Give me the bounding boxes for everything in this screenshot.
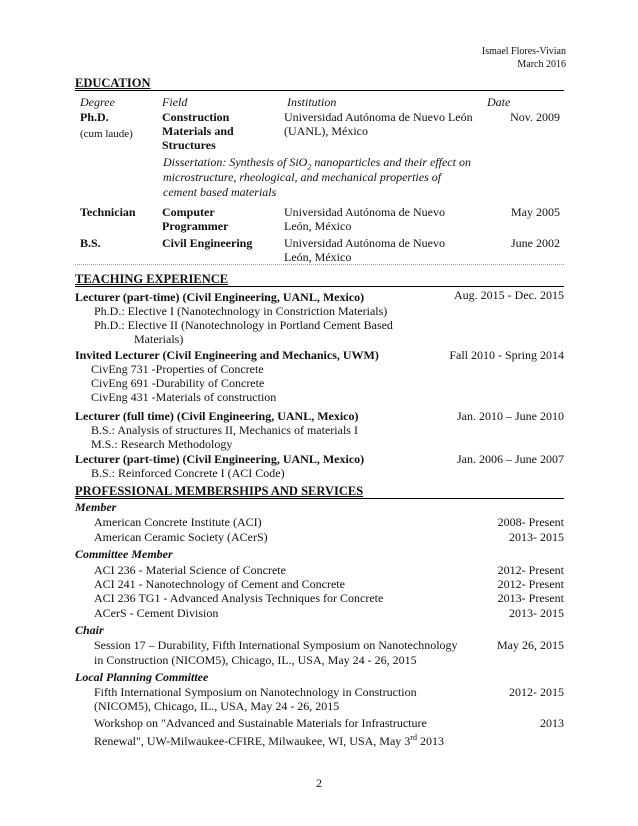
- member-date-1: 2008- Present: [497, 515, 564, 529]
- chair-label: Chair: [75, 623, 104, 637]
- local-b-text-a: Renewal", UW-Milwaukee-CFIRE, Milwaukee, WI, USA, May 3: [94, 734, 411, 748]
- col-institution: Institution: [287, 95, 337, 109]
- page-number: 2: [316, 776, 322, 790]
- bs-institution-line1: Universidad Autónoma de Nuevo: [284, 236, 445, 250]
- diss-subscript: 2: [307, 162, 312, 172]
- phd-date: Nov. 2009: [510, 110, 560, 124]
- diss-text-a: Dissertation: Synthesis of SiO: [163, 155, 308, 169]
- committee-date-2: 2012- Present: [497, 577, 564, 591]
- local-b-line2: [94, 731, 444, 748]
- lect1-title: Lecturer (part-time) (Civil Engineering, UANL, Mexico): [75, 290, 365, 304]
- tech-date: May 2005: [511, 205, 560, 219]
- phd-field-line3: Structures: [162, 138, 216, 152]
- col-field: Field: [162, 95, 188, 109]
- local-b-text-b: 2013: [416, 734, 444, 748]
- local-a-line1: Fifth International Symposium on Nanotechnology in Construction: [94, 685, 417, 699]
- local-b-date: 2013: [540, 716, 564, 730]
- header-name: Ismael Flores-Vivian: [481, 46, 566, 57]
- phd-institution-line1: Universidad Autónoma de Nuevo León: [284, 110, 473, 124]
- committee-item-2: ACI 241 - Nanotechnology of Cement and Concrete: [94, 577, 345, 591]
- lect1-line1: Ph.D.: Elective I (Nanotechnology in Constriction Materials): [94, 304, 388, 318]
- lect3-date: Jan. 2010 – June 2010: [457, 409, 564, 423]
- chair-date: May 26, 2015: [497, 638, 564, 652]
- phd-dissertation-line3: cement based materials: [163, 185, 277, 199]
- lect3-title: Lecturer (full time) (Civil Engineering, UANL, Mexico): [75, 409, 359, 423]
- member-item-1: American Concrete Institute (ACI): [94, 515, 262, 529]
- phd-dissertation-line2: microstructure, rheological, and mechanical properties of: [163, 170, 442, 184]
- bs-field: Civil Engineering: [162, 236, 253, 250]
- lect3-line2: M.S.: Research Methodology: [91, 437, 233, 451]
- committee-item-3: ACI 236 TG1 - Advanced Analysis Techniques for Concrete: [94, 591, 384, 605]
- tech-field-line2: Programmer: [162, 219, 229, 233]
- lect1-line2: Ph.D.: Elective II (Nanotechnology in Portland Cement Based: [94, 318, 393, 332]
- bs-institution-line2: León, México: [284, 250, 352, 264]
- tech-field-line1: Computer: [162, 205, 215, 219]
- committee-item-4: ACerS - Cement Division: [94, 606, 219, 620]
- diss-text-b: nanoparticles and their effect on: [311, 155, 471, 169]
- lect1-line3: Materials): [134, 332, 184, 346]
- member-label: Member: [75, 500, 117, 514]
- header-date: March 2016: [517, 59, 566, 70]
- col-date: Date: [487, 95, 511, 109]
- phd-honor: (cum laude): [80, 128, 133, 140]
- bs-date: June 2002: [511, 236, 560, 250]
- local-a-line2: (NICOM5), Chicago, IL., USA, May 24 - 26, 2015: [94, 699, 340, 713]
- committee-item-1: ACI 236 - Material Science of Concrete: [94, 563, 286, 577]
- lect2-line2: CivEng 691 -Durability of Concrete: [91, 376, 265, 390]
- local-a-date: 2012- 2015: [509, 685, 564, 699]
- tech-degree: Technician: [80, 205, 136, 219]
- phd-degree: Ph.D.: [80, 110, 109, 124]
- education-rule: [75, 90, 564, 91]
- lect1-date: Aug. 2015 - Dec. 2015: [454, 288, 564, 302]
- lect4-line1: B.S.: Reinforced Concrete I (ACI Code): [91, 466, 285, 480]
- lect3-line1: B.S.: Analysis of structures II, Mechanics of materials I: [91, 423, 358, 437]
- phd-institution-line2: (UANL), México: [284, 124, 368, 138]
- lect2-date: Fall 2010 - Spring 2014: [449, 348, 564, 362]
- member-date-2: 2013- 2015: [509, 530, 564, 544]
- education-bottom-rule: [75, 264, 564, 265]
- phd-field-line2: Materials and: [162, 124, 234, 138]
- chair-line1: Session 17 – Durability, Fifth International Symposium on Nanotechnology: [94, 638, 458, 652]
- chair-line2: in Construction (NICOM5), Chicago, IL., USA, May 24 - 26, 2015: [94, 653, 417, 667]
- section-title-teaching: TEACHING EXPERIENCE: [75, 272, 229, 286]
- member-item-2: American Ceramic Society (ACerS): [94, 530, 268, 544]
- local-b-line1: Workshop on "Advanced and Sustainable Materials for Infrastructure: [94, 716, 427, 730]
- section-title-memberships: PROFESSIONAL MEMBERSHIPS AND SERVICES: [75, 484, 364, 498]
- lect4-title: Lecturer (part-time) (Civil Engineering, UANL, Mexico): [75, 452, 365, 466]
- committee-date-4: 2013- 2015: [509, 606, 564, 620]
- phd-field-line1: Construction: [162, 110, 230, 124]
- memberships-rule: [75, 498, 564, 499]
- teaching-rule: [75, 286, 564, 287]
- col-degree: Degree: [80, 95, 115, 109]
- lect2-line3: CivEng 431 -Materials of construction: [91, 390, 277, 404]
- section-title-education: EDUCATION: [75, 76, 151, 90]
- lect2-line1: CivEng 731 -Properties of Concrete: [91, 362, 264, 376]
- tech-institution-line2: León, México: [284, 219, 352, 233]
- committee-label: Committee Member: [75, 547, 173, 561]
- lect4-date: Jan. 2006 – June 2007: [457, 452, 564, 466]
- committee-date-3: 2013- Present: [497, 591, 564, 605]
- local-committee-label: Local Planning Committee: [75, 670, 209, 684]
- lect2-title: Invited Lecturer (Civil Engineering and Mechanics, UWM): [75, 348, 379, 362]
- local-b-superscript: rd: [410, 733, 417, 742]
- tech-institution-line1: Universidad Autónoma de Nuevo: [284, 205, 445, 219]
- committee-date-1: 2012- Present: [497, 563, 564, 577]
- bs-degree: B.S.: [80, 236, 101, 250]
